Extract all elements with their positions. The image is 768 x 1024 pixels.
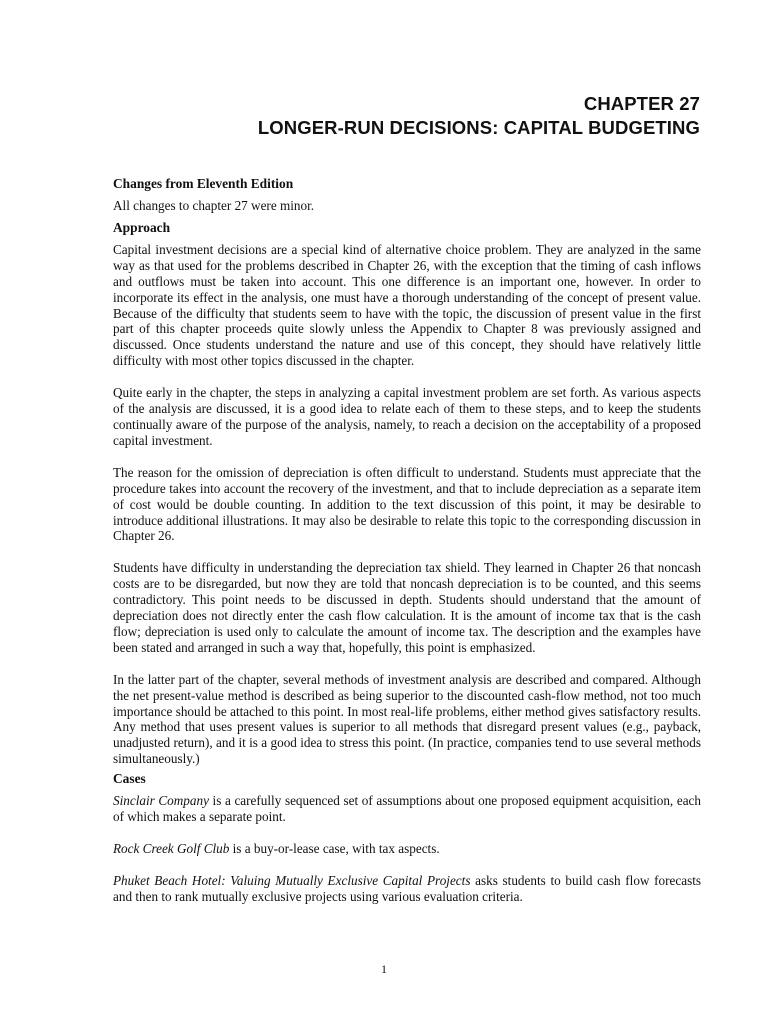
document-body [113, 176, 701, 921]
cases-heading: Cases [113, 771, 146, 787]
approach-paragraph: Quite early in the chapter, the steps in analyzing a capital investment problem are set forth. As various aspects of the analysis are discussed, it is a good idea to relate each of them to these steps, and to keep the students continually aware of the purpose of the analysis, namely, to reach a decision on the acceptability of a proposed capital investment. [113, 385, 701, 448]
case-description: is a carefully sequenced set of assumptions about one proposed equipment acquisition, each of which makes a separate point. [113, 793, 701, 825]
page-number: 1 [381, 962, 387, 976]
case-item [113, 873, 701, 905]
approach-paragraph: Capital investment decisions are a special kind of alternative choice problem. They are analyzed in the same way as that used for the problems described in Chapter 26, with the exception that the timing of cash inflows and outflows must be taken into account. This one difference is an important one, however. In order to incorporate its effect in the analysis, one must have a thorough understanding of the concept of present value. Because of the difficulty that students seem to have with the topic, the discussion of present value in the first part of this chapter proceeds quite slowly unless the Appendix to Chapter 8 was previously assigned and discussed. Once students understand the nature and use of this concept, they should have relatively little difficulty with most other topics discussed in the chapter. [113, 241, 701, 369]
approach-paragraph: The reason for the omission of depreciation is often difficult to understand. Students must appreciate that the procedure takes into account the recovery of the investment, and that to include depreciation as a separate item of cost would be double counting. In addition to the text discussion of this point, it may be desirable to introduce additional illustrations. It may also be desirable to relate this topic to the corresponding discussion in Chapter 26. [113, 464, 701, 544]
approach-paragraph: Students have difficulty in understanding the depreciation tax shield. They learned in Chapter 26 that noncash costs are to be disregarded, but now they are told that noncash depreciation is to be counted, and this seems contradictory. This point needs to be discussed in depth. Students should understand that the amount of depreciation does not directly enter the cash flow calculation. It is the amount of income tax that is the cash flow; depreciation is used only to calculate the amount of income tax. The description and the examples have been stated and arranged in such a way that, hopefully, this point is emphasized. [113, 560, 701, 655]
approach-paragraph: In the latter part of the chapter, several methods of investment analysis are described and compared. Although the net present-value method is described as being superior to the discounted cash-flow method, not too much importance should be attached to this point. In most real-life problems, either method gives satisfactory results. Any method that uses present values is superior to all methods that disregard present values (e.g., payback, unadjusted return), and it is a good idea to stress this point. (In practice, companies tend to use several methods simultaneously.) [113, 671, 701, 767]
chapter-header [258, 92, 700, 140]
changes-text: All changes to chapter 27 were minor. [113, 198, 315, 213]
case-item [113, 841, 701, 857]
case-name: Phuket Beach Hotel: Valuing Mutually Exclusive Capital Projects [113, 872, 471, 888]
changes-heading: Changes from Eleventh Edition [113, 176, 294, 191]
chapter-title: LONGER-RUN DECISIONS: CAPITAL BUDGETING [257, 117, 700, 138]
case-description: asks students to build cash flow forecasts and then to rank mutually exclusive projects using various evaluation criteria. [113, 872, 701, 904]
case-name: Sinclair Company [113, 793, 209, 809]
approach-heading: Approach [113, 219, 171, 235]
case-description: is a buy-or-lease case, with tax aspects. [229, 841, 440, 856]
chapter-number: CHAPTER 27 [583, 93, 700, 114]
case-name: Rock Creek Golf Club [113, 841, 230, 856]
case-item [113, 793, 701, 825]
